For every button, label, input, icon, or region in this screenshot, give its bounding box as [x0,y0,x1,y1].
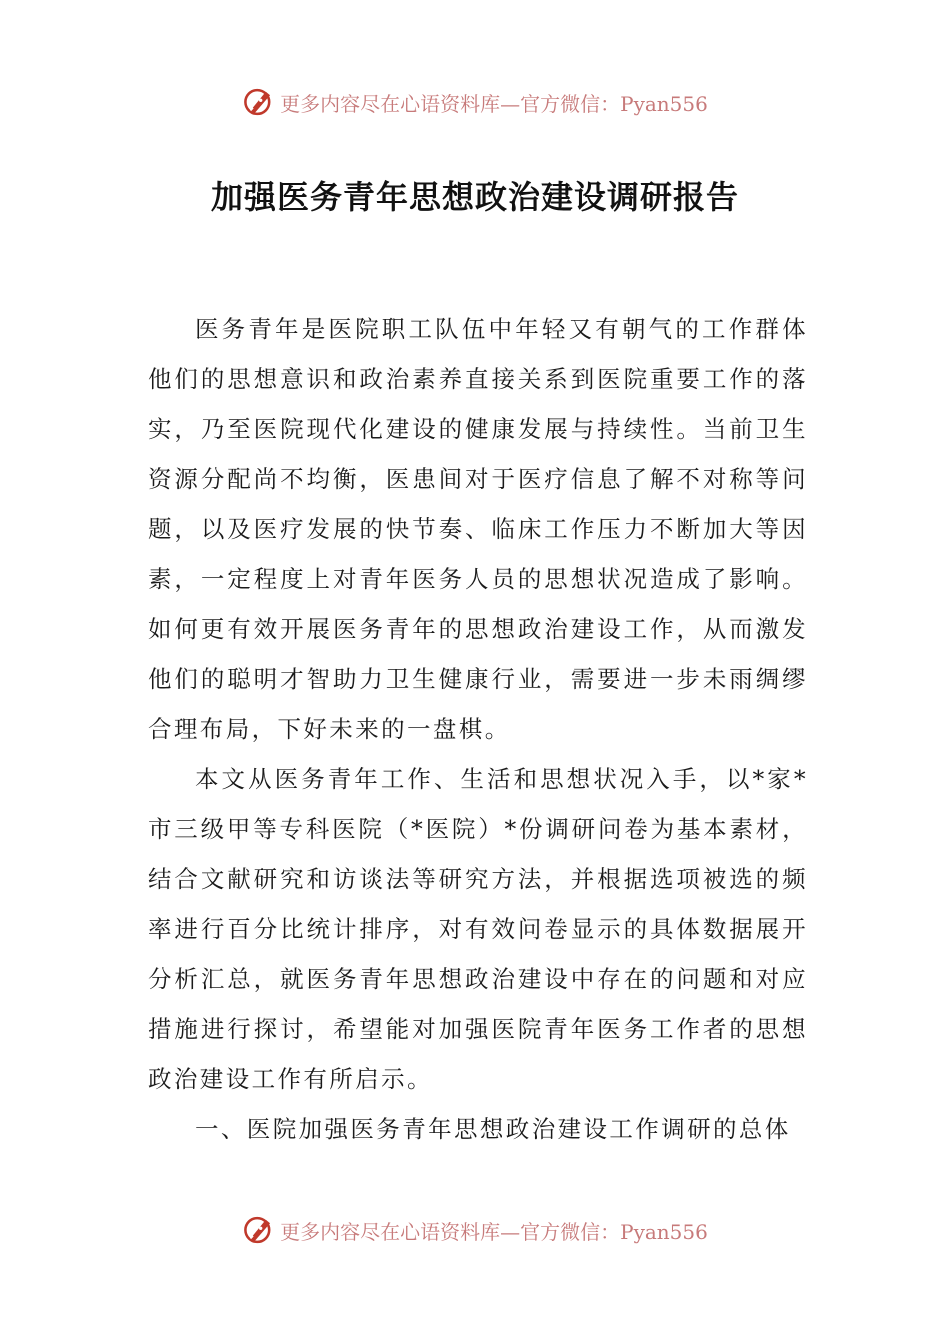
footer-watermark [0,1210,950,1250]
paragraph: 医务青年是医院职工队伍中年轻又有朝气的工作群体他们的思想意识和政治素养直接关系到医院重要工作的落实，乃至医院现代化建设的健康发展与持续性。当前卫生资源分配尚不均衡，医患间对于医疗信息了解不对称等问题，以及医疗发展的快节奏、临床工作压力不断加大等因素，一定程度上对青年医务人员的思想状况造成了影响。如何更有效开展医务青年的思想政治建设工作，从而激发他们的聪明才智助力卫生健康行业，需要进一步未雨绸缪合理布局，下好未来的一盘棋。 [148,315,808,743]
pen-nib-circle-icon [242,85,276,119]
paragraph: 本文从医务青年工作、生活和思想状况入手，以*家*市三级甲等专科医院（*医院）*份调研问卷为基本素材，结合文献研究和访谈法等研究方法，并根据选项被选的频率进行百分比统计排序，对有效问卷显示的具体数据展开分析汇总，就医务青年思想政治建设中存在的问题和对应措施进行探讨，希望能对加强医院青年医务工作者的思想政治建设工作有所启示。 [148,765,808,1093]
pen-nib-circle-icon [242,1213,276,1247]
document-body [148,304,808,1154]
header-watermark [0,82,950,122]
watermark-text: 更多内容尽在心语资料库—官方微信：Pyan556 [280,1219,708,1244]
section-heading-paragraph: 一、医院加强医务青年思想政治建设工作调研的总体 [195,1115,791,1143]
document-title: 加强医务青年思想政治建设调研报告 [210,178,739,216]
watermark-text: 更多内容尽在心语资料库—官方微信：Pyan556 [280,91,708,116]
